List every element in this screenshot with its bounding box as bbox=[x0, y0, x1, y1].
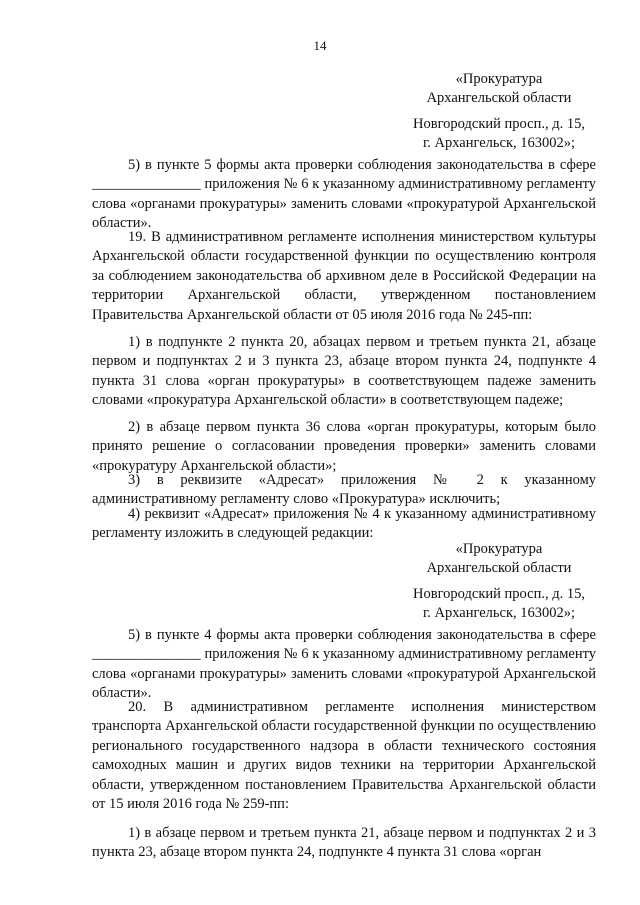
paragraph: 2) в абзаце первом пункта 36 слова «орган прокуратуры, которым было принято решение о согласовании проведения проверки» заменить словами «прокуратуру Архангельской области»; bbox=[92, 419, 596, 474]
addressee-address: Новгородский просп., д. 15, г. Архангельск, 163002»; bbox=[413, 586, 585, 621]
addressee-address: Новгородский просп., д. 15, г. Архангельск, 163002»; bbox=[413, 116, 585, 151]
paragraph: 4) реквизит «Адресат» приложения № 4 к указанному административному регламенту изложить в следующей редакции: bbox=[92, 506, 596, 542]
page-number: 14 bbox=[313, 38, 327, 53]
paragraph: 5) в пункте 5 формы акта проверки соблюдения законодательства в сфере _______________ приложения № 6 к указанному административному регламенту слова «органами прокуратуры» заменить словами «прокуратурой Архангельской области». bbox=[92, 157, 596, 232]
addressee-name: «Прокуратура Архангельской области bbox=[426, 71, 572, 106]
addressee-name: «Прокуратура Архангельской области bbox=[426, 541, 572, 576]
paragraph: 20. В административном регламенте исполнения министерством транспорта Архангельской области государственной функции по осуществлению регионального государственного надзора в области технического состояния самоходных машин и других видов техники на территории Архангельской области, утвержденном постановлением Правительства Архангельской области от 15 июля 2016 года № 259-пп: bbox=[92, 699, 596, 813]
paragraph: 1) в абзаце первом и третьем пункта 21, абзаце первом и подпунктах 2 и 3 пункта 23, абзаце втором пункта 24, подпункте 4 пункта 31 слова «орган bbox=[92, 825, 596, 861]
paragraph: 19. В административном регламенте исполнения министерством культуры Архангельской области государственной функции по осуществлению контроля за соблюдением законодательства об архивном деле в Российской Федерации на территории Архангельской области, утвержденном постановлением Правительства Архангельской области от 05 июля 2016 года № 245-пп: bbox=[92, 229, 596, 323]
paragraph: 3) в реквизите «Адресат» приложения № 2 к указанному административному регламенту слово «Прокуратура» исключить; bbox=[92, 472, 596, 508]
paragraph: 5) в пункте 4 формы акта проверки соблюдения законодательства в сфере _______________ приложения № 6 к указанному административному регламенту слова «органами прокуратуры» заменить словами «прокуратурой Архангельской области». bbox=[92, 627, 596, 702]
paragraph: 1) в подпункте 2 пункта 20, абзацах первом и третьем пункта 21, абзаце первом и подпунктах 2 и 3 пункта 23, абзаце втором пункта 24, подпункте 4 пункта 31 слова «орган прокуратуры» в соответствующем падеже заменить словами «прокуратура Архангельской области» в соответствующем падеже; bbox=[92, 334, 596, 409]
